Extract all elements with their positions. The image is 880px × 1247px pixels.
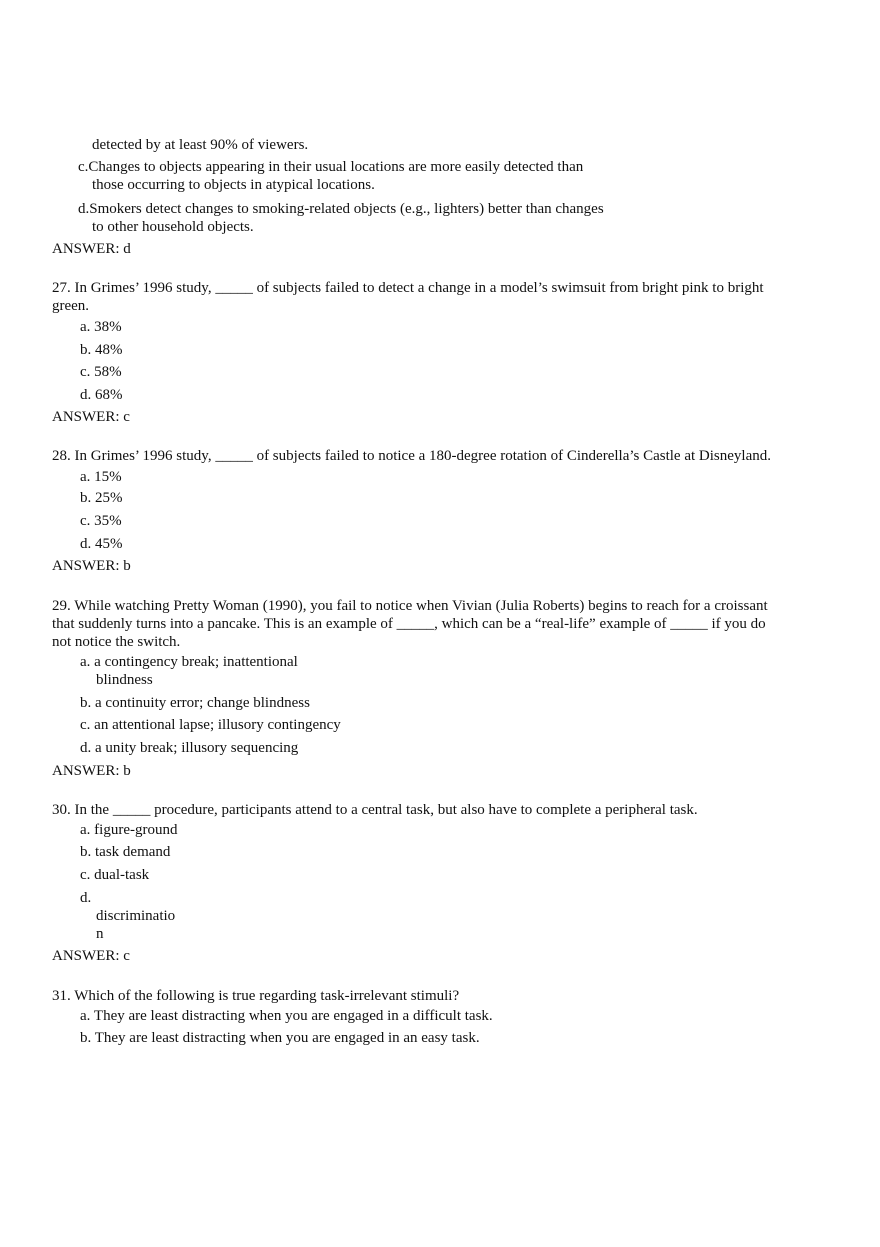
q30-option-d-line2: n: [96, 926, 104, 942]
option-text: a continuity error; change blindness: [95, 695, 310, 711]
q31-option-b: [80, 1029, 480, 1047]
option-text: 45%: [95, 536, 123, 552]
option-letter: b.: [80, 1030, 92, 1046]
q29-option-b: [80, 694, 310, 712]
q29-stem-line1: 29. While watching Pretty Woman (1990), you fail to notice when Vivian (Julia Roberts) begins to reach for a croissant: [52, 598, 768, 614]
option-text: dual-task: [94, 867, 150, 883]
q30-option-d-letter: d.: [80, 890, 92, 906]
q30-answer: ANSWER: c: [52, 948, 130, 964]
q26-option-d: [78, 200, 604, 218]
q26-option-d-line2: to other household objects.: [92, 219, 254, 235]
option-letter: d.: [80, 536, 92, 552]
option-letter: c.: [78, 159, 89, 175]
q30-stem-line1: 30. In the _____ procedure, participants attend to a central task, but also have to complete a peripheral task.: [52, 802, 698, 818]
option-text: 48%: [95, 342, 123, 358]
q27-stem-line2: green.: [52, 298, 90, 314]
option-letter: b.: [80, 342, 92, 358]
option-letter: d.: [80, 740, 92, 756]
q30-option-d-line1: discriminatio: [96, 908, 176, 924]
option-text: 58%: [94, 364, 122, 380]
option-letter: d.: [78, 201, 90, 217]
option-text: 38%: [94, 319, 122, 335]
option-letter: c.: [80, 513, 91, 529]
option-letter: b.: [80, 844, 92, 860]
q31-stem-line1: 31. Which of the following is true regarding task-irrelevant stimuli?: [52, 988, 460, 1004]
q26-option-c: [78, 158, 583, 176]
option-letter: c.: [80, 867, 91, 883]
q26-option-c-line2: those occurring to objects in atypical locations.: [92, 177, 375, 193]
q27-option-c: [80, 363, 122, 381]
q30-option-a: [80, 821, 177, 839]
q26-option-b-continuation: detected by at least 90% of viewers.: [92, 137, 309, 153]
q29-stem-line2: that suddenly turns into a pancake. This is an example of _____, which can be a “real-life” example of _____ if you do: [52, 616, 766, 632]
q28-option-a: [80, 468, 122, 486]
option-text: 15%: [94, 469, 122, 485]
option-letter: a.: [80, 654, 91, 670]
q31-option-a: [80, 1007, 493, 1025]
option-text: an attentional lapse; illusory contingency: [94, 717, 341, 733]
q29-stem-line3: not notice the switch.: [52, 634, 181, 650]
q29-option-d: [80, 739, 298, 757]
q29-option-a-line2: blindness: [96, 672, 153, 688]
option-letter: c.: [80, 717, 91, 733]
q26-answer: ANSWER: d: [52, 241, 131, 257]
option-text: 68%: [95, 387, 123, 403]
q28-answer: ANSWER: b: [52, 558, 131, 574]
q28-option-b: [80, 489, 123, 507]
q27-stem-line1: 27. In Grimes’ 1996 study, _____ of subjects failed to detect a change in a model’s swimsuit from bright pink to bright: [52, 280, 764, 296]
q27-answer: ANSWER: c: [52, 409, 130, 425]
option-text: They are least distracting when you are engaged in a difficult task.: [93, 1008, 493, 1024]
q28-stem-line1: 28. In Grimes’ 1996 study, _____ of subjects failed to notice a 180-degree rotation of Cinderella’s Castle at Disneyland.: [52, 448, 771, 464]
q27-option-b: [80, 341, 123, 359]
q30-option-b: [80, 843, 170, 861]
option-text: a contingency break; inattentional: [94, 654, 298, 670]
q30-option-c: [80, 866, 149, 884]
option-text: They are least distracting when you are engaged in an easy task.: [94, 1030, 480, 1046]
option-text: Changes to objects appearing in their usual locations are more easily detected than: [88, 159, 584, 175]
option-letter: a.: [80, 1008, 91, 1024]
option-letter: c.: [80, 364, 91, 380]
option-letter: a.: [80, 319, 91, 335]
option-letter: b.: [80, 490, 92, 506]
option-letter: a.: [80, 822, 91, 838]
option-text: Smokers detect changes to smoking-related objects (e.g., lighters) better than changes: [89, 201, 604, 217]
option-text: task demand: [95, 844, 171, 860]
q28-option-c: [80, 512, 122, 530]
option-text: 35%: [94, 513, 122, 529]
option-letter: d.: [80, 387, 92, 403]
option-text: a unity break; illusory sequencing: [95, 740, 299, 756]
option-text: figure-ground: [94, 822, 178, 838]
q27-option-d: [80, 386, 123, 404]
option-letter: b.: [80, 695, 92, 711]
q29-option-a: [80, 653, 298, 671]
q29-answer: ANSWER: b: [52, 763, 131, 779]
q28-option-d: [80, 535, 123, 553]
q27-option-a: [80, 318, 122, 336]
option-letter: a.: [80, 469, 91, 485]
option-text: 25%: [95, 490, 123, 506]
q29-option-c: [80, 716, 341, 734]
